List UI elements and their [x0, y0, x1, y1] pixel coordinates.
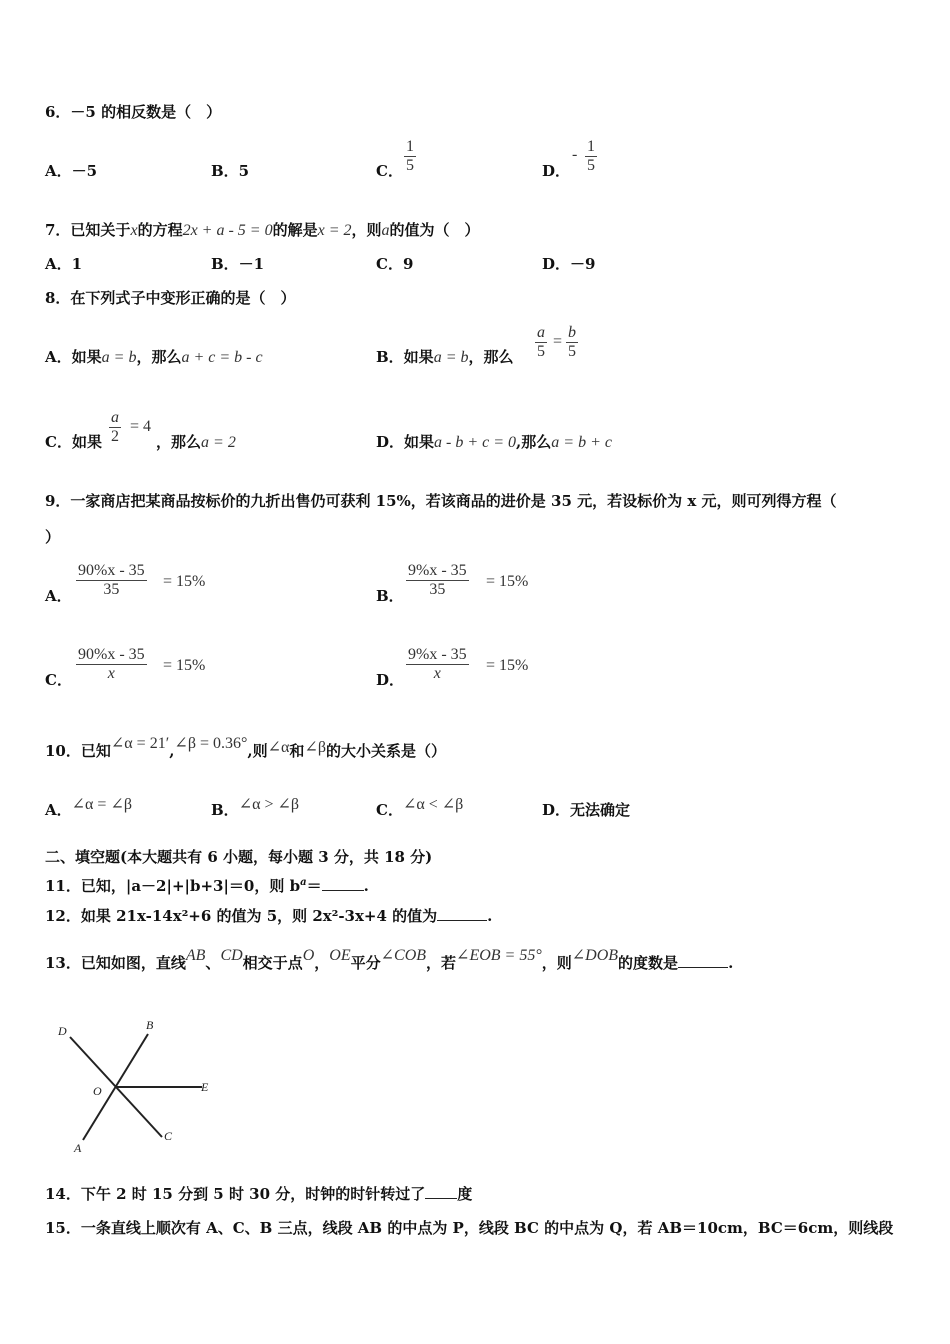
q7-option-c: C．9 [376, 255, 414, 273]
q8-a-cond: a = b [101, 349, 137, 366]
q9-a-fraction [76, 562, 147, 599]
q13-mid4: ，则 [541, 954, 572, 972]
q8-b-num1: a [537, 324, 545, 341]
label-b: B [146, 1018, 154, 1032]
label-a: A [74, 1141, 82, 1155]
q8-c-mid: ，那么 [156, 433, 202, 451]
q13-answer-blank[interactable] [678, 953, 728, 968]
q9-c-den: x [107, 665, 115, 682]
q10-c-label: C． [376, 801, 403, 819]
q6-option-c-label: C． [376, 162, 403, 180]
q9-option-c-label: C． [45, 671, 72, 689]
q9-option-b-label: B． [376, 587, 404, 605]
q13-comma: ， [314, 954, 330, 972]
q13-angle-cob: ∠COB [380, 947, 427, 964]
q13-pre: 13．已知如图，直线 [45, 954, 186, 972]
q13-angle-eob: ∠EOB = 55° [456, 947, 542, 964]
q13-line-cd: CD [220, 947, 243, 964]
q10-option-d: D．无法确定 [542, 801, 631, 819]
q7-option-a: A．1 [45, 255, 83, 273]
q11-post: ＝ [306, 877, 322, 895]
q6-c-denominator: 5 [406, 157, 414, 174]
q13-angle-dob: ∠DOB [571, 947, 619, 964]
q6-option-c-fraction [404, 138, 416, 175]
q10-beta: ∠β [304, 739, 326, 756]
q7-stem-mid2: 的解是 [272, 221, 318, 239]
q8-b-den2: 5 [568, 343, 576, 360]
q9-c-fraction [76, 646, 147, 683]
q13-mid2: 平分 [350, 954, 381, 972]
q9-d-num: 9%x - 35 [408, 646, 467, 663]
q8-option-d [376, 432, 612, 453]
q9-b-fraction [406, 562, 469, 599]
section-2-title: 二、填空题(本大题共有 6 小题，每小题 3 分，共 18 分) [45, 848, 433, 866]
q11-end: . [363, 877, 369, 895]
q13-ray-oe: OE [329, 947, 351, 964]
q14 [45, 1184, 472, 1204]
q7-solution: x = 2 [317, 222, 352, 239]
q8-b-den1: 5 [537, 343, 545, 360]
q9-stem-close: ） [45, 528, 61, 546]
q8-c-den: 2 [111, 428, 119, 445]
q9-a-den: 35 [103, 581, 120, 598]
q13-end: 的度数是 [618, 954, 679, 972]
q13-geometry-figure [50, 1015, 220, 1160]
q7-stem-mid3: ，则 [351, 221, 382, 239]
q8-c-num: a [111, 409, 119, 426]
q10-a-label: A． [45, 801, 72, 819]
q9-d-den: x [433, 665, 441, 682]
q13-dun: 、 [205, 954, 221, 972]
q9-c-rhs: = 15% [163, 657, 206, 674]
q10-alpha: ∠α [267, 739, 290, 756]
q8-d-result: a = b + c [551, 434, 612, 451]
q13-point-o: O [302, 947, 315, 964]
q8-c-fraction [109, 409, 121, 446]
q13-mid1: 相交于点 [242, 954, 303, 972]
q8-c-result: a = 2 [201, 434, 236, 451]
q6-option-a: A．－5 [45, 162, 98, 180]
q14-answer-blank[interactable] [425, 1184, 457, 1199]
q13 [45, 947, 734, 974]
q10-a-expr: ∠α = ∠β [71, 796, 132, 813]
q9-d-fraction [406, 646, 469, 683]
q8-c-tail [156, 432, 236, 453]
q7-stem-mid: 的方程 [137, 221, 183, 239]
q6-d-minus-sign: - [572, 146, 578, 163]
q11-exponent: a [300, 877, 307, 888]
q8-stem: 8．在下列式子中变形正确的是（ ） [45, 289, 296, 307]
q8-option-a [45, 347, 263, 368]
q9-a-num: 90%x - 35 [78, 562, 145, 579]
q11-answer-blank[interactable] [322, 876, 364, 891]
q6-stem: 6．－5 的相反数是（ ） [45, 103, 222, 121]
q13-line-ab: AB [185, 947, 206, 964]
q6-option-d-fraction [585, 138, 597, 175]
q10-option-b [211, 796, 300, 821]
q12-text: 12．如果 21x-14x²+6 的值为 5，则 2x²-3x+4 的值为 [45, 907, 438, 925]
q9-stem: 9．一家商店把某商品按标价的九折出售仍可获利 15%，若该商品的进价是 35 元，若设标价为 x 元，则可列得方程（ [45, 492, 837, 510]
q13-mid3: ，若 [426, 954, 457, 972]
q9-c-num: 90%x - 35 [78, 646, 145, 663]
q6-c-numerator: 1 [406, 138, 414, 155]
q14-text: 14．下午 2 时 15 分到 5 时 30 分，时钟的时针转过了 [45, 1185, 426, 1203]
q8-b-cond: a = b [433, 349, 469, 366]
q12 [45, 906, 492, 926]
q10-stem [45, 735, 446, 762]
q10-and: 和 [289, 742, 305, 760]
label-c: C [164, 1129, 173, 1143]
q10-c-expr: ∠α < ∠β [402, 796, 464, 813]
q9-d-rhs: = 15% [486, 657, 529, 674]
q7-option-b: B．－1 [211, 255, 265, 273]
q10-stem-pre: 10．已知 [45, 742, 111, 760]
q10-b-expr: ∠α > ∠β [238, 796, 300, 813]
q7-stem-end: 的值为（ ） [389, 221, 480, 239]
q8-a-result: a + c = b - c [181, 349, 263, 366]
q10-b-label: B． [211, 801, 239, 819]
q8-c-pre: C．如果 [45, 433, 102, 451]
q15: 15．一条直线上顺次有 A、C、B 三点，线段 AB 的中点为 P，线段 BC 的中点为 Q，若 AB＝10cm，BC＝6cm，则线段 [45, 1219, 894, 1237]
q6-d-denominator: 5 [587, 157, 595, 174]
label-o: O [93, 1084, 102, 1098]
q6-option-d-label: D． [542, 162, 571, 180]
q8-c-equals-4: = 4 [130, 418, 152, 435]
q7-var-a: a [381, 222, 390, 239]
q8-b-fraction-left [535, 324, 547, 361]
q8-d-mid: ,那么 [516, 433, 552, 451]
q9-option-a-label: A． [45, 587, 72, 605]
q11-pre: 11．已知，|a－2|+|b+3|＝0，则 b [45, 877, 301, 895]
q8-b-equals: = [553, 333, 563, 350]
q9-b-den: 35 [429, 581, 446, 598]
q12-end: . [487, 907, 493, 925]
q10-option-a [45, 796, 132, 821]
q10-stem-end: 的大小关系是（） [325, 742, 446, 760]
q10-beta-value: ∠β = 0.36° [174, 735, 248, 752]
q11 [45, 873, 369, 896]
q10-option-c [376, 796, 464, 821]
q8-d-pre: D．如果 [376, 433, 435, 451]
q9-a-rhs: = 15% [163, 573, 206, 590]
q8-b-fraction-right [566, 324, 578, 361]
q8-option-b [376, 347, 514, 368]
q14-end: 度 [457, 1185, 473, 1203]
q10-alpha-value: ∠α = 21′ [110, 735, 170, 752]
q8-b-mid: ，那么 [468, 348, 514, 366]
label-e: E [201, 1080, 209, 1094]
q7-stem-pre: 7．已知关于 [45, 221, 131, 239]
q7-option-d: D．－9 [542, 255, 596, 273]
q7-var-x: x [130, 222, 138, 239]
q12-answer-blank[interactable] [437, 906, 487, 921]
q6-option-b: B．5 [211, 162, 250, 180]
q8-b-pre: B．如果 [376, 348, 434, 366]
q8-b-num2: b [568, 324, 576, 341]
q9-b-num: 9%x - 35 [408, 562, 467, 579]
q6-d-numerator: 1 [587, 138, 595, 155]
q8-a-mid: ，那么 [136, 348, 182, 366]
q9-b-rhs: = 15% [486, 573, 529, 590]
q7-stem [45, 220, 480, 241]
q10-stem-mid: ,则 [247, 742, 268, 760]
q13-period: . [728, 954, 734, 972]
q8-a-pre: A．如果 [45, 348, 102, 366]
q10-sep: , [169, 742, 175, 760]
label-d: D [58, 1024, 67, 1038]
q7-equation: 2x + a - 5 = 0 [182, 222, 273, 239]
q9-option-d-label: D． [376, 671, 405, 689]
q8-d-cond: a - b + c = 0 [434, 434, 517, 451]
